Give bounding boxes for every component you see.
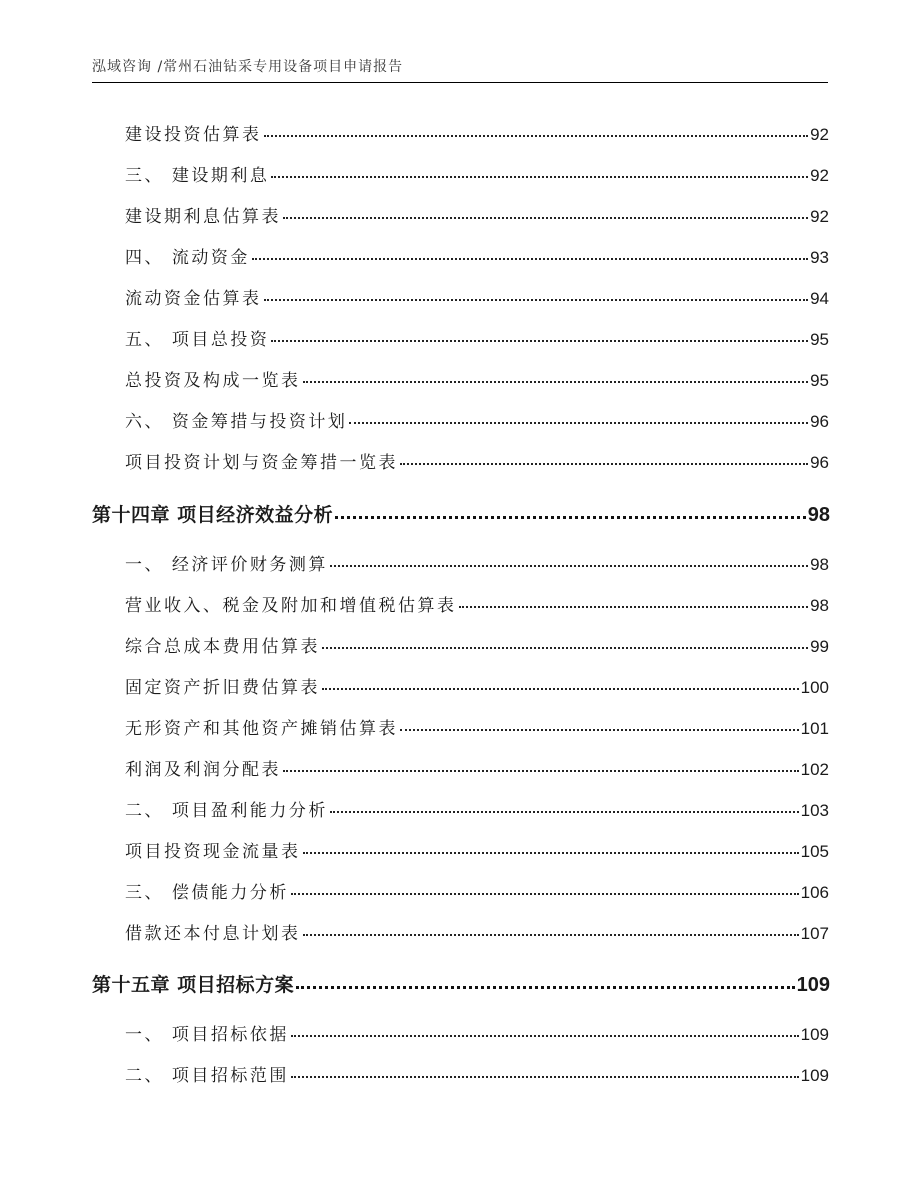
toc-leader-dots xyxy=(264,287,809,304)
toc-item-page: 103 xyxy=(800,801,829,820)
toc-item-page: 96 xyxy=(810,412,829,431)
toc-leader-dots xyxy=(264,123,809,140)
toc-item xyxy=(125,122,829,148)
toc-item-page: 93 xyxy=(810,248,829,267)
toc-item-page: 95 xyxy=(810,371,829,390)
toc-item-title: 六、 资金筹措与投资计划 xyxy=(125,412,348,432)
toc-item xyxy=(125,757,829,783)
toc-item-page: 98 xyxy=(810,596,829,615)
toc-item xyxy=(125,327,829,353)
header-rule xyxy=(92,82,828,83)
toc-item-title: 项目投资计划与资金筹措一览表 xyxy=(125,453,398,473)
toc-leader-dots xyxy=(322,676,799,693)
toc-item-title: 借款还本付息计划表 xyxy=(125,924,301,944)
toc-item-page: 109 xyxy=(800,1025,829,1044)
page-header: 泓域咨询 /常州石油钻采专用设备项目申请报告 xyxy=(92,59,404,75)
toc-item-page: 109 xyxy=(800,1066,829,1085)
toc-leader-dots xyxy=(303,840,799,857)
toc-item-title: 三、 偿债能力分析 xyxy=(125,883,289,903)
toc-item-title: 固定资产折旧费估算表 xyxy=(125,678,320,698)
toc-leader-dots xyxy=(291,1023,799,1040)
toc-leader-dots xyxy=(400,451,808,468)
toc-item-title: 二、 项目招标范围 xyxy=(125,1066,289,1086)
toc-leader-dots xyxy=(291,1064,799,1081)
toc-item-title: 一、 经济评价财务测算 xyxy=(125,555,328,575)
toc-chapter xyxy=(92,500,830,530)
toc-item xyxy=(125,798,829,824)
toc-item xyxy=(125,450,829,476)
toc-item-page: 107 xyxy=(800,924,829,943)
toc-leader-dots xyxy=(330,553,808,570)
toc-leader-dots xyxy=(330,799,799,816)
toc-item-title: 三、 建设期利息 xyxy=(125,166,270,186)
toc-item-page: 106 xyxy=(800,883,829,902)
toc-item-title: 总投资及构成一览表 xyxy=(125,371,301,391)
toc-item-title: 四、 流动资金 xyxy=(125,248,250,268)
toc-item xyxy=(125,1063,829,1089)
toc-item-title: 项目投资现金流量表 xyxy=(125,842,301,862)
toc-item xyxy=(125,839,829,865)
toc-leader-dots xyxy=(335,502,806,521)
toc-item-title: 营业收入、税金及附加和增值税估算表 xyxy=(125,596,457,616)
toc-item-title: 建设投资估算表 xyxy=(125,125,262,145)
toc-item-title: 五、 项目总投资 xyxy=(125,330,270,350)
toc-leader-dots xyxy=(322,635,808,652)
toc-item-title: 二、 项目盈利能力分析 xyxy=(125,801,328,821)
toc-item xyxy=(125,593,829,619)
toc-item xyxy=(125,552,829,578)
toc-chapter-title: 第十五章 项目招标方案 xyxy=(92,974,295,996)
toc-item xyxy=(125,245,829,271)
toc-item-page: 98 xyxy=(810,555,829,574)
toc-item xyxy=(125,1022,829,1048)
toc-chapter-page: 109 xyxy=(796,974,830,996)
toc-leader-dots xyxy=(400,717,799,734)
toc-item-title: 建设期利息估算表 xyxy=(125,207,281,227)
toc-item xyxy=(125,368,829,394)
toc-item-page: 99 xyxy=(810,637,829,656)
toc-leader-dots xyxy=(303,922,799,939)
toc-leader-dots xyxy=(349,410,808,427)
toc-item xyxy=(125,286,829,312)
toc-leader-dots xyxy=(252,246,808,263)
toc-item-page: 101 xyxy=(800,719,829,738)
toc-item-page: 92 xyxy=(810,125,829,144)
toc-item xyxy=(125,204,829,230)
toc-item xyxy=(125,921,829,947)
toc-item-title: 利润及利润分配表 xyxy=(125,760,281,780)
toc-leader-dots xyxy=(283,205,808,222)
toc-item xyxy=(125,409,829,435)
toc-leader-dots xyxy=(291,881,799,898)
toc-chapter-title: 第十四章 项目经济效益分析 xyxy=(92,504,334,526)
toc-chapter xyxy=(92,970,830,1000)
toc-leader-dots xyxy=(459,594,809,611)
toc-item-title: 流动资金估算表 xyxy=(125,289,262,309)
toc-item xyxy=(125,675,829,701)
toc-item-page: 100 xyxy=(800,678,829,697)
toc-item-page: 96 xyxy=(810,453,829,472)
toc-leader-dots xyxy=(271,164,808,181)
toc-item-page: 105 xyxy=(800,842,829,861)
toc-leader-dots xyxy=(303,369,809,386)
toc-item xyxy=(125,716,829,742)
toc-item-title: 综合总成本费用估算表 xyxy=(125,637,320,657)
toc-item-page: 102 xyxy=(800,760,829,779)
toc-item-page: 94 xyxy=(810,289,829,308)
toc-item xyxy=(125,880,829,906)
toc-item-page: 92 xyxy=(810,207,829,226)
toc-leader-dots xyxy=(283,758,799,775)
toc-item xyxy=(125,163,829,189)
toc-chapter-page: 98 xyxy=(807,504,830,526)
toc-item-title: 一、 项目招标依据 xyxy=(125,1025,289,1045)
toc-item-page: 95 xyxy=(810,330,829,349)
toc-item-page: 92 xyxy=(810,166,829,185)
toc-leader-dots xyxy=(271,328,808,345)
toc-item-title: 无形资产和其他资产摊销估算表 xyxy=(125,719,398,739)
toc-item xyxy=(125,634,829,660)
toc-leader-dots xyxy=(296,972,795,991)
